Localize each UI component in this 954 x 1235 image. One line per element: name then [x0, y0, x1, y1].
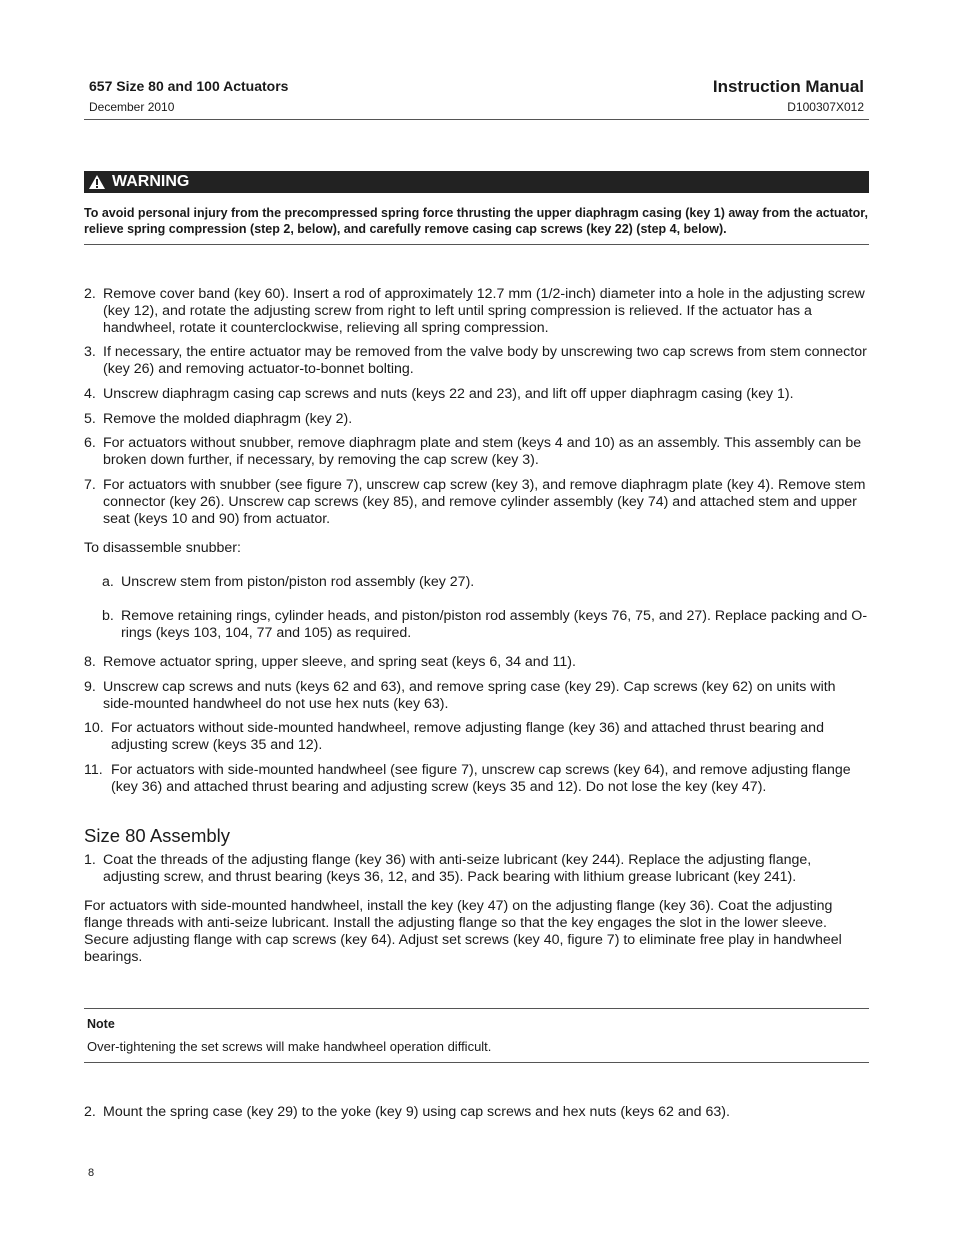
header-divider	[84, 119, 869, 120]
step-number: 2.	[84, 286, 96, 302]
list-item	[84, 411, 869, 428]
warning-divider	[84, 244, 869, 245]
list-item	[84, 344, 869, 378]
snubber-intro: To disassemble snubber:	[84, 540, 241, 556]
note-text: Over-tightening the set screws will make handwheel operation difficult.	[87, 1039, 492, 1054]
substep-letter: b.	[102, 608, 114, 624]
step-text: Unscrew diaphragm casing cap screws and nuts (keys 22 and 23), and lift off upper diaphragm casing (key 1).	[103, 386, 794, 402]
assembly-paragraph: For actuators with side-mounted handwheel, install the key (key 47) on the adjusting flange (key 36). Coat the adjusting flange threads with anti-seize lubricant. Install the adjusting flange so that the key engages the slot in the lower sleeve. Secure adjusting flange with cap screws (key 64). Adjust set screws (key 40, figure 7) to eliminate free play in handwheel bearings.	[84, 898, 842, 965]
list-item	[84, 435, 869, 469]
list-item	[84, 286, 869, 337]
warning-text: To avoid personal injury from the precompressed spring force thrusting the upper diaphragm casing (key 1) away from the actuator, relieve spring compression (step 2, below), and carefully remove casing cap screws (key 22) (step 4, below).	[84, 206, 868, 236]
step-text: Remove the molded diaphragm (key 2).	[103, 411, 353, 427]
step-text: For actuators with side-mounted handwheel (see figure 7), unscrew cap screws (key 64), and remove adjusting flange (key 36) and attached thrust bearing and adjusting screw (keys 35 and 12). Do not lose the key (key 47).	[111, 762, 851, 795]
step-number: 3.	[84, 344, 96, 360]
warning-triangle-icon	[88, 174, 106, 190]
step-number: 7.	[84, 477, 96, 493]
list-item	[84, 852, 869, 886]
list-item	[84, 720, 869, 754]
step-number: 2.	[84, 1104, 96, 1120]
note-divider-bottom	[84, 1062, 869, 1063]
list-item	[102, 608, 869, 642]
step-number: 4.	[84, 386, 96, 402]
step-text: Mount the spring case (key 29) to the yoke (key 9) using cap screws and hex nuts (keys 62 and 63).	[103, 1104, 730, 1120]
step-number: 10.	[84, 720, 104, 736]
document-date: December 2010	[89, 100, 175, 114]
step-text: Remove cover band (key 60). Insert a rod of approximately 12.7 mm (1/2-inch) diameter into a hole in the adjusting screw (key 12), and rotate the adjusting screw from right to left until spring compression is relieved. If the actuator has a handwheel, rotate it counterclockwise, relieving all spring compression.	[103, 286, 865, 336]
step-number: 8.	[84, 654, 96, 670]
warning-banner	[84, 171, 869, 193]
step-number: 6.	[84, 435, 96, 451]
substep-text: Remove retaining rings, cylinder heads, and piston/piston rod assembly (keys 76, 75, and 27). Replace packing and O-rings (keys 103, 104, 77 and 105) as required.	[121, 608, 868, 641]
note-title: Note	[87, 1017, 115, 1031]
document-title: 657 Size 80 and 100 Actuators	[89, 78, 289, 94]
list-item	[84, 679, 869, 713]
document-number: D100307X012	[787, 100, 864, 114]
warning-label: WARNING	[112, 173, 190, 190]
page-number: 8	[88, 1167, 95, 1179]
step-text: For actuators without side-mounted handwheel, remove adjusting flange (key 36) and attached thrust bearing and adjusting screw (keys 35 and 12).	[111, 720, 824, 753]
substep-text: Unscrew stem from piston/piston rod assembly (key 27).	[121, 574, 475, 590]
substep-letter: a.	[102, 574, 114, 590]
list-item	[84, 654, 869, 671]
list-item	[84, 762, 869, 796]
step-number: 9.	[84, 679, 96, 695]
step-text: For actuators without snubber, remove diaphragm plate and stem (keys 4 and 10) as an assembly. This assembly can be broken down further, if necessary, by removing the cap screw (key 3).	[103, 435, 862, 468]
list-item	[84, 1104, 869, 1121]
step-text: For actuators with snubber (see figure 7), unscrew cap screw (key 3), and remove diaphragm plate (key 4). Remove stem connector (key 26). Unscrew cap screws (key 85), and remove cylinder assembly (key 74) and attached stem and upper seat (keys 10 and 90) from actuator.	[103, 477, 866, 527]
manual-type: Instruction Manual	[712, 77, 864, 96]
step-text: Coat the threads of the adjusting flange (key 36) with anti-seize lubricant (key 244). Replace the adjusting flange, adjusting screw, and thrust bearing (keys 36, 12, and 35). Pack bearing with lithium grease lubricant (key 241).	[103, 852, 812, 885]
list-item	[102, 574, 869, 591]
step-number: 5.	[84, 411, 96, 427]
step-text: Unscrew cap screws and nuts (keys 62 and 63), and remove spring case (key 29). Cap screws (key 62) on units with side-mounted handwheel do not use hex nuts (key 63).	[103, 679, 836, 712]
list-item	[84, 477, 869, 528]
step-text: Remove actuator spring, upper sleeve, and spring seat (keys 6, 34 and 11).	[103, 654, 576, 670]
list-item	[84, 386, 869, 403]
note-divider-top	[84, 1008, 869, 1009]
section-heading: Size 80 Assembly	[84, 825, 231, 846]
step-text: If necessary, the entire actuator may be removed from the valve body by unscrewing two cap screws from stem connector (key 26) and removing actuator-to-bonnet bolting.	[103, 344, 867, 377]
step-number: 11.	[84, 762, 103, 778]
step-number: 1.	[84, 852, 96, 868]
